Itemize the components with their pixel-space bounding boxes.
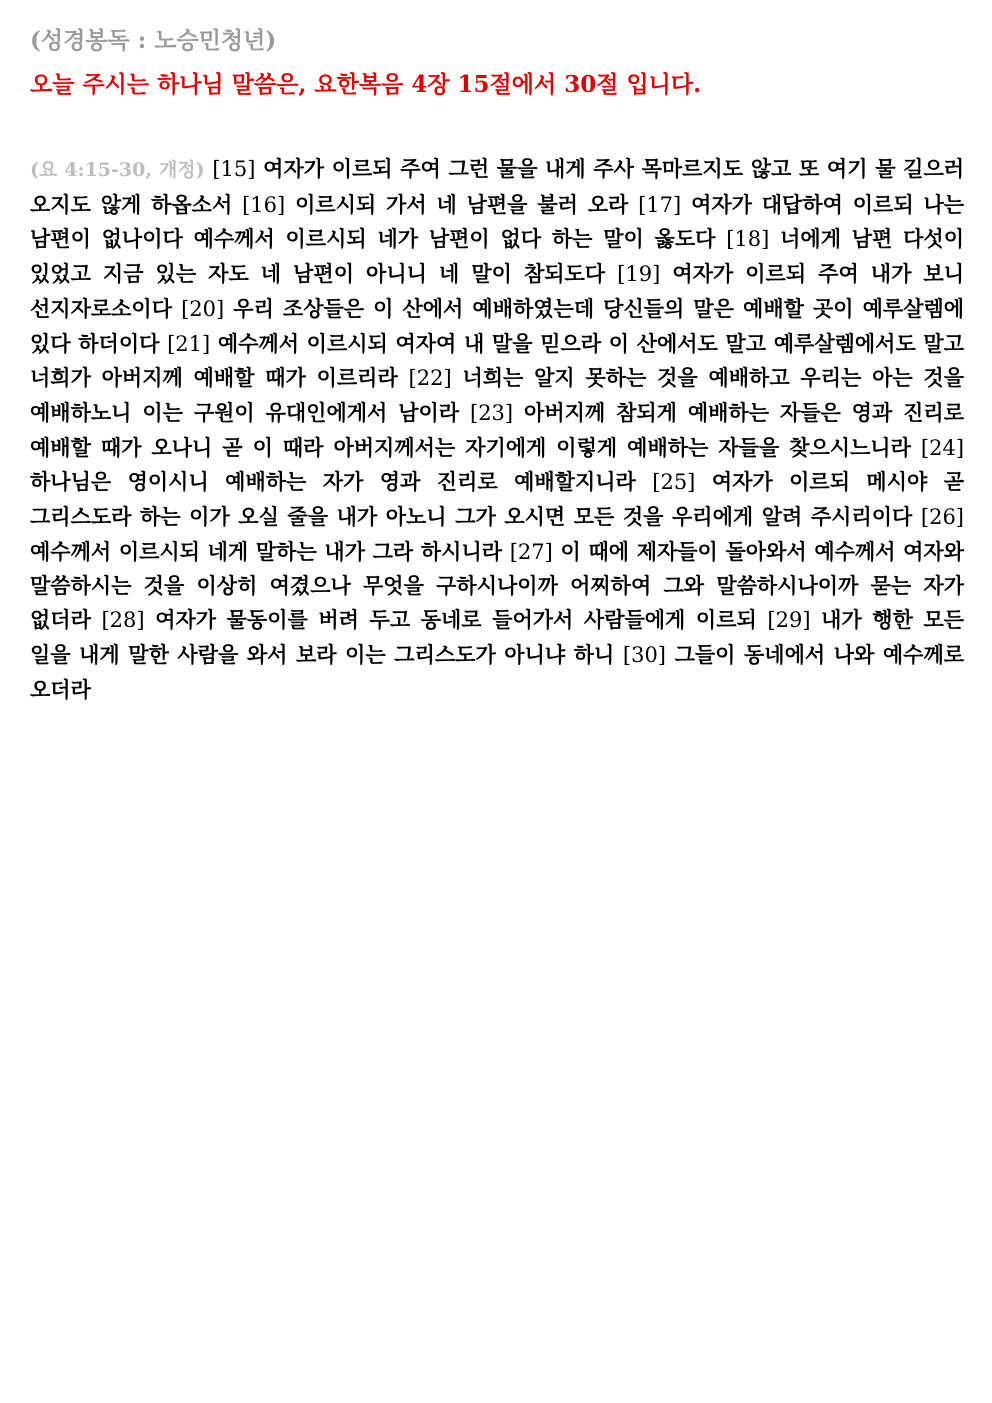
verse-number: [27]	[509, 539, 553, 564]
verse-number: [25]	[652, 470, 696, 495]
verse-number: [19]	[617, 262, 661, 287]
verse-text: 너희는 알지 못하는 것을 예배하고 우리는 아는 것을 예배하노니 이는 구원이 유대인에게서 남이라	[30, 365, 965, 425]
verse-number: [20]	[181, 296, 225, 321]
verse-text: 우리 조상들은 이 산에서 예배하였는데 당신들의 말은 예배할 곳이 예루살렘에 있다 하더이다	[30, 295, 965, 356]
verse-number: [17]	[638, 192, 682, 217]
scripture-passage	[30, 152, 964, 706]
verse	[242, 192, 628, 217]
verse-text: 여자가 이르되 주여 내가 보니 선지자로소이다	[30, 261, 964, 321]
verse-text: 이 때에 제자들이 돌아와서 예수께서 여자와 말씀하시는 것을 이상히 여겼으나 무엇을 구하시나이까 어찌하여 그와 말씀하시나이까 묻는 자가 없더라	[30, 538, 965, 633]
verse-number: [22]	[408, 366, 452, 391]
verse-text: 여자가 대답하여 이르되 나는 남편이 없나이다 예수께서 이르시되 네가 남편이 없다 하는 말이 옳도다	[30, 191, 965, 252]
verse-text: 여자가 이르되 메시야 곧 그리스도라 하는 이가 오실 줄을 내가 아노니 그가 오시면 모든 것을 우리에게 알려 주시리이다	[30, 469, 965, 530]
verse-text: 하나님은 영이시니 예배하는 자가 영과 진리로 예배할지니라	[30, 469, 636, 495]
verse	[101, 607, 756, 632]
verse-text: 아버지께 참되게 예배하는 자들은 영과 진리로 예배할 때가 오나니 곧 이 때라 아버지께서는 자기에게 이렇게 예배하는 자들을 찾으시느니라	[30, 399, 965, 460]
reading-announcement: 오늘 주시는 하나님 말씀은, 요한복음 4장 15절에서 30절 입니다.	[30, 71, 702, 98]
verse-text: 내가 행한 모든 일을 내게 말한 사람을 와서 보라 이는 그리스도가 아니냐 하니	[30, 607, 965, 667]
verse-text: 너에게 남편 다섯이 있었고 지금 있는 자도 네 남편이 아니니 네 말이 참되도다	[30, 226, 964, 287]
verse-number: [28]	[101, 608, 145, 633]
verse-text: 그들이 동네에서 나와 예수께로 오더라	[30, 641, 965, 702]
verse-text: 여자가 이르되 주여 그런 물을 내게 주사 목마르지도 않고 또 여기 물 길으러 오지도 않게 하옵소서	[30, 156, 965, 217]
verse-text: 여자가 물동이를 버려 두고 동네로 들어가서 사람들에게 이르되	[155, 607, 757, 633]
verse-number: [26]	[920, 505, 964, 530]
document-page	[30, 22, 964, 706]
passage-reference: (요 4:15-30, 개정)	[30, 159, 205, 181]
verse-number: [24]	[920, 435, 965, 460]
verse-number: [16]	[242, 192, 286, 217]
verse-number: [30]	[622, 642, 666, 667]
verse-number: [29]	[767, 608, 811, 633]
verse-text: 예수께서 이르시되 여자여 내 말을 믿으라 이 산에서도 말고 예루살렘에서도 말고 너희가 아버지께 예배할 때가 이르리라	[30, 330, 964, 391]
verse-number: [23]	[470, 400, 514, 425]
verse-number: [18]	[726, 227, 770, 252]
verse-number: [15]	[212, 157, 256, 181]
verse-text: 예수께서 이르시되 네게 말하는 내가 그라 하시니라	[30, 538, 503, 564]
verse-text: 이르시되 가서 네 남편을 불러 오라	[295, 191, 629, 217]
reader-credit: (성경봉독 : 노승민청년)	[30, 27, 277, 54]
verse-number: [21]	[167, 331, 211, 356]
